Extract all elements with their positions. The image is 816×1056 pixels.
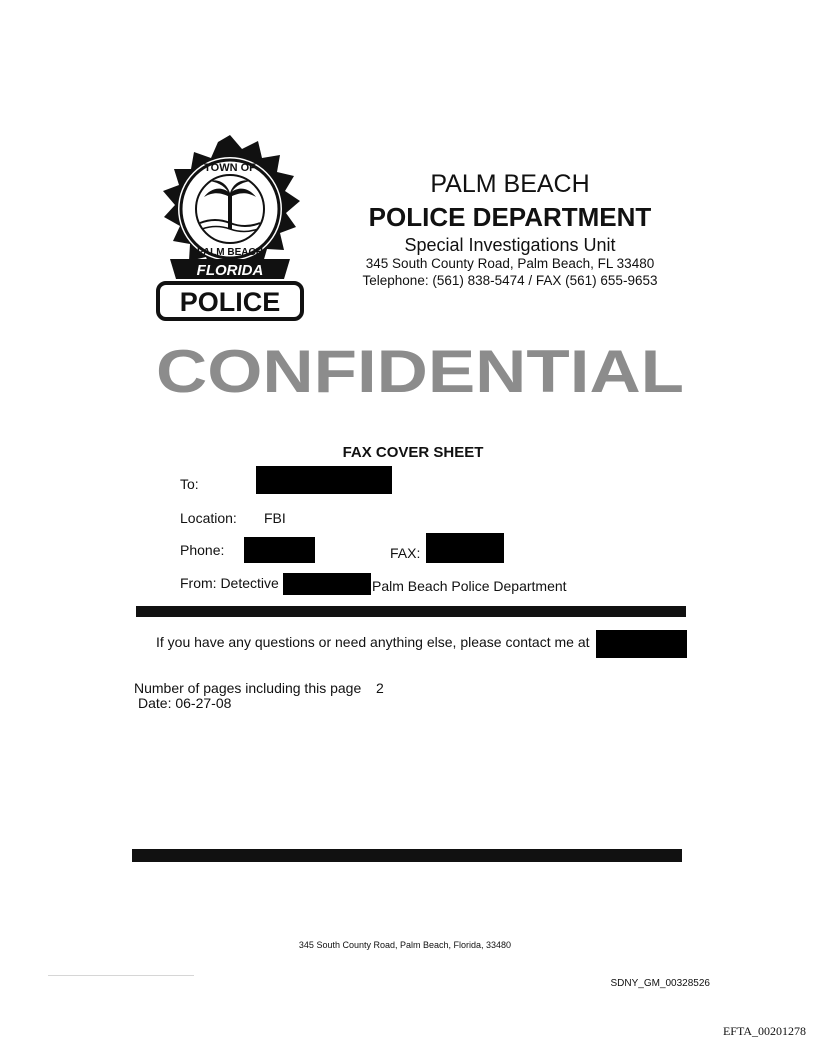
pages-label: Number of pages including this page: [134, 680, 362, 696]
fax-label: FAX:: [390, 545, 421, 561]
police-badge-logo: [152, 133, 308, 323]
svg-text:CONFIDENTIAL: CONFIDENTIAL: [156, 340, 684, 400]
from-label: From: Detective: [180, 575, 279, 591]
date-text: Date: 06-27-08: [138, 695, 232, 711]
to-label: To:: [180, 476, 199, 492]
pages-value: 2: [376, 680, 384, 696]
divider-bar-bottom: [132, 849, 682, 862]
location-label: Location:: [180, 510, 237, 526]
header-department: POLICE DEPARTMENT: [368, 202, 652, 232]
phone-redaction: [244, 537, 315, 563]
fax-redaction: [426, 533, 504, 563]
contact-redaction: [596, 630, 687, 658]
faint-scan-line: [48, 975, 194, 976]
svg-text:TOWN OF: TOWN OF: [204, 162, 256, 174]
from-redaction: [283, 573, 371, 595]
fax-cover-title: FAX COVER SHEET: [342, 444, 484, 461]
from-organization: Palm Beach Police Department: [372, 578, 567, 594]
document-id: SDNY_GM_00328526: [610, 978, 710, 989]
header-telephone: Telephone: (561) 838-5474 / FAX (561) 655-9653: [362, 273, 658, 288]
svg-text:FLORIDA: FLORIDA: [196, 262, 264, 279]
confidential-stamp: [150, 340, 690, 400]
divider-bar-top: [136, 606, 686, 617]
header-town: PALM BEACH: [430, 170, 590, 198]
location-value: FBI: [264, 510, 286, 526]
efta-id: EFTA_00201278: [722, 1024, 806, 1038]
phone-label: Phone:: [180, 542, 225, 558]
footer-address: 345 South County Road, Palm Beach, Florida, 33480: [298, 940, 512, 950]
header-unit: Special Investigations Unit: [404, 235, 616, 255]
svg-text:PALM BEACH: PALM BEACH: [197, 247, 263, 258]
contact-text: If you have any questions or need anything else, please contact me at: [156, 634, 590, 650]
header-address: 345 South County Road, Palm Beach, FL 33480: [365, 256, 655, 271]
to-redaction: [256, 466, 392, 494]
svg-text:POLICE: POLICE: [179, 287, 281, 317]
